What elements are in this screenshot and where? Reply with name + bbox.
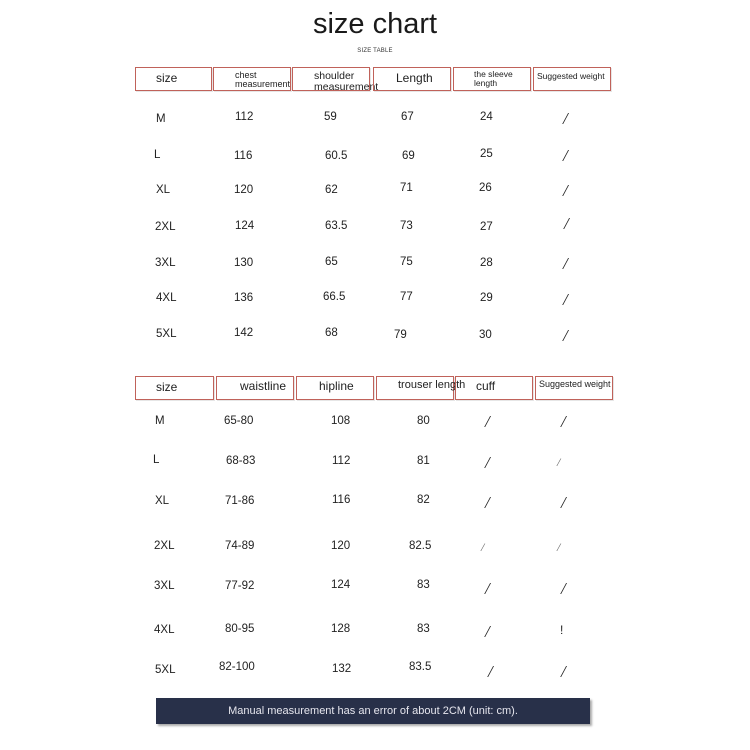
trouser-length-cell: 80 [417,415,430,427]
weight-cell: / [563,290,568,309]
length-cell: 73 [400,220,413,232]
cuff-cell: / [485,453,490,472]
trouser-length-cell: 82.5 [409,540,432,552]
length-cell: 79 [394,329,407,341]
cuff-cell: / [485,622,490,641]
shoulder-cell: 60.5 [325,150,348,162]
bottom-header-trouser-length [376,376,466,400]
top-header-weight-label: Suggested weight [537,71,605,81]
shoulder-cell: 65 [325,256,338,268]
size-cell: M [155,415,165,427]
hipline-cell: 120 [331,540,351,552]
cuff-cell: / [485,412,490,431]
bottom-header-waistline [216,376,294,400]
weight-cell: / [564,214,569,233]
sleeve-cell: 28 [480,257,493,269]
size-cell: L [153,454,160,466]
bottom-header-size [135,376,214,400]
length-cell: 77 [400,291,413,303]
size-cell: XL [156,184,171,196]
length-cell: 67 [401,111,414,123]
chest-cell: 120 [234,184,254,196]
length-cell: 69 [402,150,415,162]
bottom-header-hipline-label: hipline [319,379,354,393]
size-cell: 2XL [154,540,175,552]
waistline-cell: 77-92 [225,580,255,592]
sleeve-cell: 26 [479,182,492,194]
top-header-sleeve-label: the sleeve length [474,69,513,88]
hipline-cell: 124 [331,579,351,591]
trouser-length-cell: 82 [417,494,430,506]
waistline-cell: 71-86 [225,495,255,507]
top-header-chest-label: chest measurement [235,70,291,90]
page-subtitle: SIZE TABLE [357,48,393,54]
bottom-header-cuff-label: cuff [476,379,496,393]
size-cell: 5XL [155,664,176,676]
chest-cell: 142 [234,327,254,339]
waistline-cell: 65-80 [224,415,254,427]
weight-cell: / [561,412,566,431]
size-cell: M [156,113,166,125]
top-header-shoulder-label: shoulder measurement [314,70,379,94]
weight-cell: / [563,109,568,128]
sleeve-cell: 30 [479,329,492,341]
weight-cell: / [561,579,566,598]
waistline-cell: 68-83 [226,455,256,467]
page-title: size chart [312,8,438,40]
bottom-header-cuff [455,376,533,400]
hipline-cell: 128 [331,623,351,635]
chest-cell: 112 [235,111,254,123]
shoulder-cell: 63.5 [325,220,348,232]
size-cell: 4XL [154,624,175,636]
weight-cell: / [563,326,568,345]
size-cell: L [154,149,161,161]
top-header-length-label: Length [396,71,433,85]
top-header-length [373,67,451,91]
trouser-length-cell: 83 [417,623,430,635]
weight-cell: ! [560,623,564,637]
shoulder-cell: 68 [325,327,338,339]
size-cell: XL [155,495,170,507]
length-cell: 75 [400,256,413,268]
size-cell: 5XL [156,328,177,340]
chest-cell: 116 [234,150,253,162]
bottom-header-weight [535,376,613,400]
chest-cell: 124 [235,220,255,232]
top-header-weight [533,67,611,91]
top-header-size [135,67,212,91]
weight-cell: / [557,540,561,554]
trouser-length-cell: 81 [417,455,430,467]
trouser-length-cell: 83 [417,579,430,591]
top-header-shoulder [292,67,379,94]
sleeve-cell: 25 [480,148,493,160]
weight-cell: / [561,662,566,681]
weight-cell: / [557,455,561,469]
sleeve-cell: 24 [480,111,493,123]
sleeve-cell: 27 [480,221,493,233]
chest-cell: 136 [234,292,254,304]
size-cell: 2XL [155,221,176,233]
bottom-header-trouser-length-label: trouser length [398,379,466,391]
weight-cell: / [561,493,566,512]
measurement-note-banner: Manual measurement has an error of about 2CM (unit: cm). [156,698,590,724]
length-cell: 71 [400,182,413,194]
bottom-header-hipline [296,376,374,400]
hipline-cell: 132 [332,663,352,675]
hipline-cell: 108 [331,415,351,427]
sleeve-cell: 29 [480,292,493,304]
cuff-cell: / [488,662,493,681]
chest-cell: 130 [234,257,254,269]
top-header-sleeve [453,67,531,91]
shoulder-cell: 66.5 [323,291,346,303]
size-cell: 3XL [155,257,176,269]
weight-cell: / [563,254,568,273]
weight-cell: / [563,181,568,200]
shoulder-cell: 59 [324,111,337,123]
bottom-header-weight-label: Suggested weight [539,379,611,389]
cuff-cell: / [481,540,485,554]
bottom-header-size-label: size [156,380,178,394]
size-cell: 4XL [156,292,177,304]
bottom-header-waistline-label: waistline [240,379,287,393]
shoulder-cell: 62 [325,184,338,196]
waistline-cell: 82-100 [219,661,255,673]
size-cell: 3XL [154,580,175,592]
hipline-cell: 116 [332,494,351,506]
hipline-cell: 112 [332,455,351,467]
waistline-cell: 74-89 [225,540,255,552]
cuff-cell: / [485,493,490,512]
cuff-cell: / [485,579,490,598]
top-header-size-label: size [156,71,178,85]
waistline-cell: 80-95 [225,623,255,635]
weight-cell: / [563,146,568,165]
top-header-chest [213,67,291,91]
trouser-length-cell: 83.5 [409,661,432,673]
